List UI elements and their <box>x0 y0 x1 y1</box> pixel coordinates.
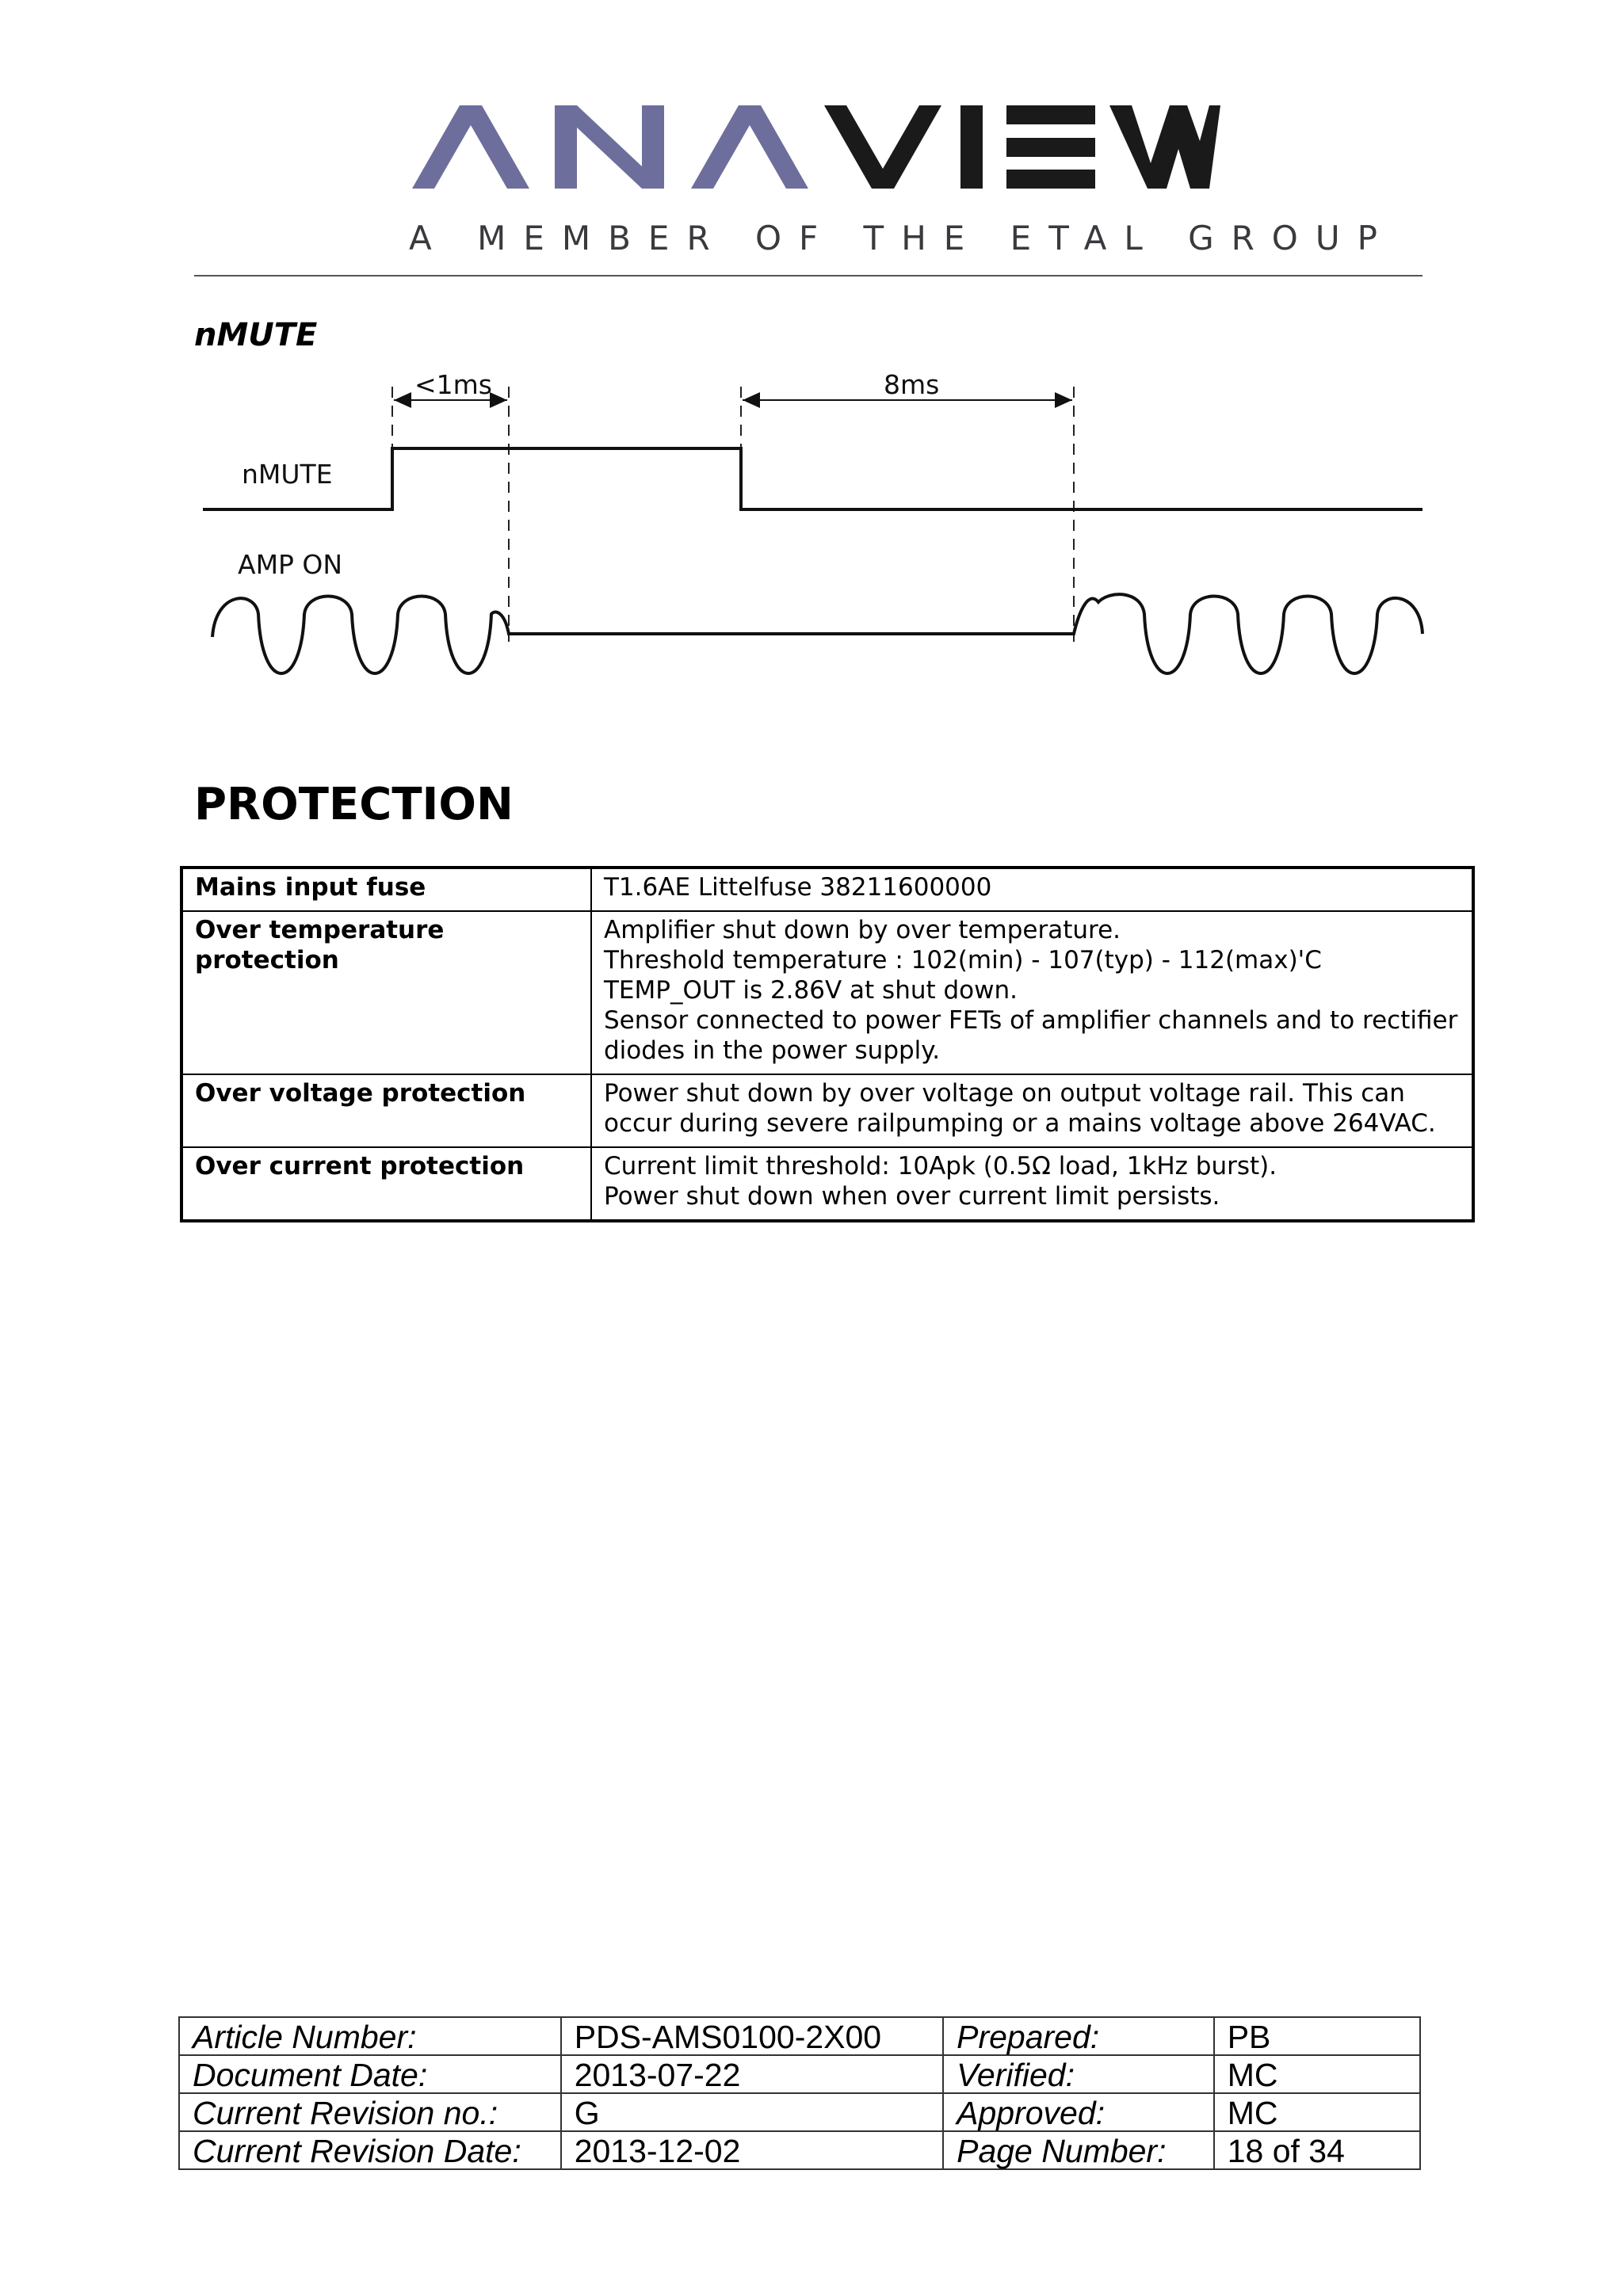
row-value <box>591 868 1473 911</box>
document-info-table <box>178 2016 1421 2170</box>
row-value <box>591 1147 1473 1221</box>
revision-date-label: Current Revision Date: <box>179 2131 561 2169</box>
value-line: Threshold temperature : 102(min) - 107(typ) - 112(max)'C <box>604 946 1322 974</box>
row-label: Over temperature protection <box>181 911 591 1074</box>
nmute-timing-diagram <box>0 0 1623 713</box>
row-value <box>591 1074 1473 1147</box>
revision-date-value: 2013-12-02 <box>561 2131 943 2169</box>
revision-no-value: G <box>561 2093 943 2131</box>
nmute-signal-waveform <box>203 448 1423 509</box>
amp-on-signal-label: AMP ON <box>238 549 343 580</box>
table-row <box>181 911 1473 1074</box>
company-tagline: A MEMBER OF THE ETAL GROUP <box>409 219 1395 257</box>
value-line: Current limit threshold: 10Apk (0.5Ω load, 1kHz burst). <box>604 1152 1277 1180</box>
verified-value: MC <box>1214 2055 1420 2093</box>
table-row <box>179 2017 1420 2055</box>
table-row <box>179 2093 1420 2131</box>
table-row <box>179 2131 1420 2169</box>
row-label: Over voltage protection <box>181 1074 591 1147</box>
approved-label: Approved: <box>943 2093 1214 2131</box>
article-number-label: Article Number: <box>179 2017 561 2055</box>
value-line: T1.6AE Littelfuse 38211600000 <box>604 873 992 902</box>
table-row <box>179 2055 1420 2093</box>
interval-2-label: 8ms <box>884 369 940 400</box>
value-line: TEMP_OUT is 2.86V at shut down. <box>604 976 1018 1005</box>
page-number-label: Page Number: <box>943 2131 1214 2169</box>
value-line: Sensor connected to power FETs of amplifier channels and to rectifier <box>604 1006 1458 1035</box>
document-date-label: Document Date: <box>179 2055 561 2093</box>
value-line: diodes in the power supply. <box>604 1036 941 1065</box>
value-line: occur during severe railpumping or a mains voltage above 264VAC. <box>604 1109 1436 1138</box>
value-line: Power shut down when over current limit persists. <box>604 1182 1220 1211</box>
amp-on-signal-waveform <box>212 594 1423 673</box>
verified-label: Verified: <box>943 2055 1214 2093</box>
prepared-value: PB <box>1214 2017 1420 2055</box>
prepared-label: Prepared: <box>943 2017 1214 2055</box>
approved-value: MC <box>1214 2093 1420 2131</box>
table-row <box>181 1147 1473 1221</box>
table-row <box>181 868 1473 911</box>
row-label: Mains input fuse <box>181 868 591 911</box>
page-number-value: 18 of 34 <box>1214 2131 1420 2169</box>
row-value <box>591 911 1473 1074</box>
nmute-signal-label: nMUTE <box>242 459 333 490</box>
nmute-section-title: nMUTE <box>194 317 318 353</box>
value-line: Amplifier shut down by over temperature. <box>604 916 1121 944</box>
value-line: Power shut down by over voltage on output voltage rail. This can <box>604 1079 1405 1108</box>
document-date-value: 2013-07-22 <box>561 2055 943 2093</box>
article-number-value: PDS-AMS0100-2X00 <box>561 2017 943 2055</box>
row-label: Over current protection <box>181 1147 591 1221</box>
protection-table <box>180 866 1475 1222</box>
protection-section-title: PROTECTION <box>194 779 514 830</box>
table-row <box>181 1074 1473 1147</box>
revision-no-label: Current Revision no.: <box>179 2093 561 2131</box>
interval-1-label: <1ms <box>414 369 492 400</box>
